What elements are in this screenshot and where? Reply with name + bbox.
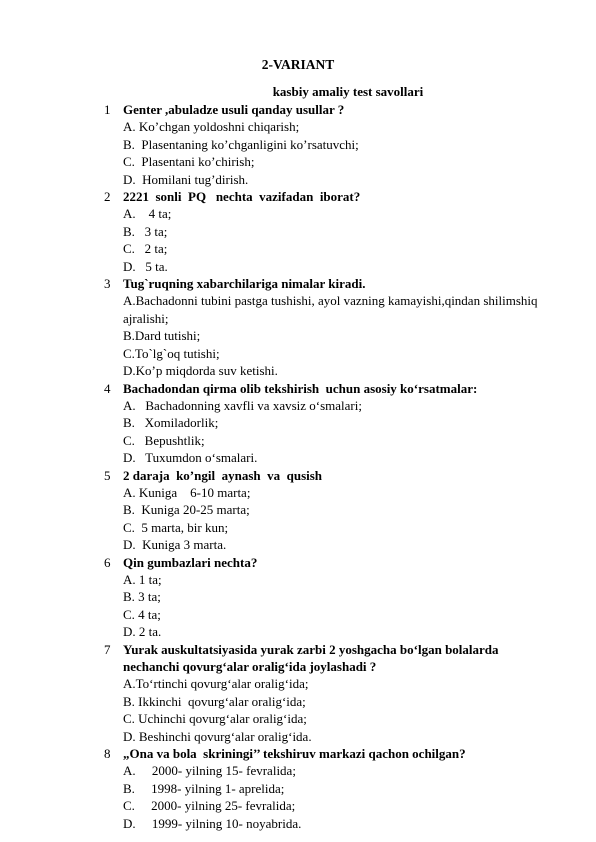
question-body	[123, 380, 544, 467]
question-7	[104, 641, 544, 745]
answer-option: A. Ko’chgan yoldoshni chiqarish;	[123, 119, 300, 135]
answer-option: C. Bepushtlik;	[123, 432, 205, 448]
question-4	[104, 380, 544, 467]
answer-option: C. 2 ta;	[123, 241, 168, 257]
answer-option: C. 5 marta, bir kun;	[123, 519, 229, 535]
question-body	[123, 188, 544, 275]
question-number: 6	[104, 554, 111, 570]
answer-option: C.To`lg`oq tutishi;	[123, 345, 220, 361]
answer-option: B. Xomiladorlik;	[123, 415, 219, 431]
answer-option: D. 5 ta.	[123, 258, 168, 274]
answer-option: B. 3 ta;	[123, 589, 161, 605]
answer-option: A.Bachadonni tubini pastga tushishi, ayol vazning kamayishi,qindan shilimshiq ajralishi;	[123, 293, 541, 326]
answer-option: C. 4 ta;	[123, 606, 161, 622]
answer-option: C. Uchinchi qovurg‘alar oralig‘ida;	[123, 711, 307, 727]
question-body	[123, 101, 544, 188]
question-number: 4	[104, 380, 111, 396]
question-5	[104, 467, 544, 554]
question-number: 7	[104, 641, 111, 657]
question-body	[123, 641, 544, 745]
question-body	[123, 467, 544, 554]
answer-option: A. Kuniga 6-10 marta;	[123, 484, 251, 500]
question-text: 2221 sonli PQ nechta vazifadan iborat?	[123, 189, 361, 205]
question-body	[123, 275, 544, 379]
question-6	[104, 554, 544, 641]
answer-option: A. 4 ta;	[123, 206, 172, 222]
question-text: Qin gumbazlari nechta?	[123, 554, 258, 570]
question-number: 5	[104, 467, 111, 483]
question-3	[104, 275, 544, 379]
answer-option: D. 1999- yilning 10- noyabrida.	[123, 815, 302, 831]
question-8	[104, 745, 544, 832]
question-body	[123, 745, 544, 832]
answer-option: D. 2 ta.	[123, 624, 162, 640]
answer-option: A. Bachadonning xavfli va xavsiz o‘smalari;	[123, 397, 362, 413]
question-text: 2 daraja ko’ngil aynash va qusish	[123, 467, 323, 483]
question-number: 8	[104, 746, 111, 762]
answer-option: C. Plasentani ko’chirish;	[123, 154, 255, 170]
test-subtitle: kasbiy amaliy test savollari	[272, 84, 424, 99]
answer-option: B. Plasentaning ko’chganligini ko’rsatuvchi;	[123, 136, 359, 152]
answer-option: B. 1998- yilning 1- aprelida;	[123, 780, 285, 796]
answer-option: B. Ikkinchi qovurg‘alar oralig‘ida;	[123, 693, 306, 709]
answer-option: A.To‘rtinchi qovurg‘alar oralig‘ida;	[123, 676, 309, 692]
question-text: Tug`ruqning xabarchilariga nimalar kiradi.	[123, 276, 366, 292]
answer-option: A. 1 ta;	[123, 571, 162, 587]
answer-option: B. Kuniga 20-25 marta;	[123, 502, 250, 518]
question-text: Yurak auskultatsiyasida yurak zarbi 2 yoshgacha bo‘lgan bolalarda nechanchi qovurg‘alar oralig‘ida joylashadi ?	[123, 641, 502, 674]
variant-title: 2-VARIANT	[261, 57, 335, 72]
answer-option: D.Ko’p miqdorda suv ketishi.	[123, 363, 278, 379]
question-body	[123, 554, 544, 641]
question-list	[104, 101, 544, 832]
answer-option: D. Beshinchi qovurg‘alar oralig‘ida.	[123, 728, 312, 744]
question-number: 1	[104, 102, 111, 117]
question-text: Genter ,abuladze usuli qanday usullar ?	[123, 102, 345, 117]
answer-option: D. Kuniga 3 marta.	[123, 537, 227, 553]
question-1	[104, 101, 544, 188]
question-number: 3	[104, 276, 111, 292]
answer-option: B. 3 ta;	[123, 223, 168, 239]
answer-option: D. Tuxumdon o‘smalari.	[123, 450, 258, 466]
question-2	[104, 188, 544, 275]
answer-option: C. 2000- yilning 25- fevralida;	[123, 798, 296, 814]
question-number: 2	[104, 189, 111, 205]
answer-option: D. Homilani tug’dirish.	[123, 171, 249, 187]
question-text: Bachadondan qirma olib tekshirish uchun asosiy ko‘rsatmalar:	[123, 380, 478, 396]
answer-option: B.Dard tutishi;	[123, 328, 201, 344]
answer-option: A. 2000- yilning 15- fevralida;	[123, 763, 296, 779]
question-text: „Ona va bola skriningi’’ tekshiruv markazi qachon ochilgan?	[123, 746, 466, 762]
